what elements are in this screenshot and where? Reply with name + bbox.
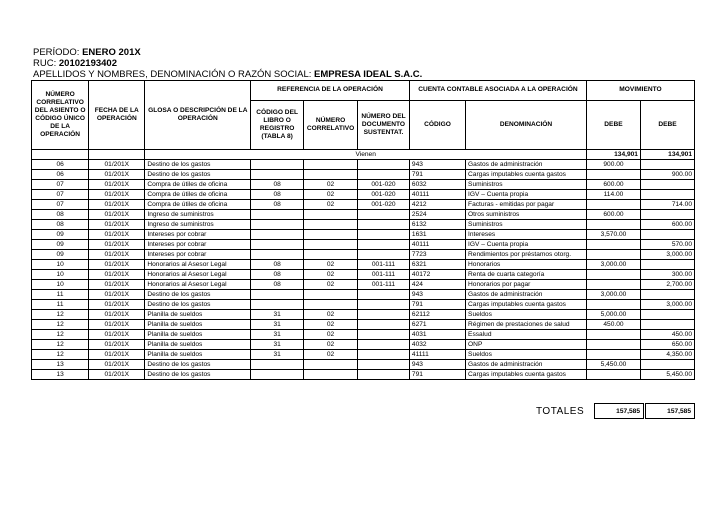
totals-debe: 157,585: [594, 403, 644, 419]
table-row: [32, 180, 695, 190]
cell-glosa: Destino de los gastos: [145, 360, 251, 370]
cell-debe: [586, 220, 640, 230]
header-row-1: [32, 81, 695, 101]
cell-codigo: 40111: [409, 240, 465, 250]
cell-fecha: 01/201X: [89, 270, 145, 280]
cell-codigo: 4032: [409, 340, 465, 350]
cell-codigo-libro: [251, 170, 304, 180]
cell-documento: [358, 310, 410, 320]
cell-debe: 600.00: [586, 180, 640, 190]
cell-debe: 5,450.00: [586, 360, 640, 370]
table-row: [32, 300, 695, 310]
cell-codigo: 4031: [409, 330, 465, 340]
cell-numero: 07: [32, 190, 89, 200]
cell-denominacion: Suministros: [466, 220, 587, 230]
cell-debe: 3,570.00: [586, 230, 640, 240]
cell-glosa: Destino de los gastos: [145, 300, 251, 310]
cell-fecha: 01/201X: [89, 200, 145, 210]
cell-glosa: Planilla de sueldos: [145, 340, 251, 350]
table-row: [32, 290, 695, 300]
col-header-numero: NÚMERO CORRELATIVO DEL ASIENTO O CÓDIGO ÚNICO DE LA OPERACIÓN: [32, 81, 89, 150]
table-row: [32, 310, 695, 320]
cell-codigo-libro: 31: [251, 330, 304, 340]
cell-codigo-libro: 31: [251, 340, 304, 350]
totals-label: TOTALES: [536, 406, 585, 417]
table-row: [32, 360, 695, 370]
cell-codigo: 6032: [409, 180, 465, 190]
cell-fecha: 01/201X: [89, 280, 145, 290]
table-row: [32, 200, 695, 210]
cell-debe: 900.00: [586, 160, 640, 170]
cell-haber: [640, 190, 694, 200]
cell-debe: [586, 270, 640, 280]
cell-codigo: 791: [409, 300, 465, 310]
cell-numero: 07: [32, 200, 89, 210]
cell-correlativo: 02: [304, 320, 358, 330]
cell-haber: 570.00: [640, 240, 694, 250]
cell-correlativo: [304, 370, 358, 380]
cell-haber: [640, 210, 694, 220]
cell-codigo: 2524: [409, 210, 465, 220]
cell-correlativo: [304, 360, 358, 370]
cell-glosa: Planilla de sueldos: [145, 350, 251, 360]
cell-correlativo: 02: [304, 350, 358, 360]
cell-glosa: Honorarios al Asesor Legal: [145, 260, 251, 270]
cell-correlativo: 02: [304, 180, 358, 190]
cell-codigo: 6271: [409, 320, 465, 330]
col-header-haber: DEBE: [640, 100, 694, 150]
cell-fecha: 01/201X: [89, 170, 145, 180]
cell-codigo-libro: 08: [251, 280, 304, 290]
cell-numero: 09: [32, 240, 89, 250]
cell-numero: 06: [32, 160, 89, 170]
table-row: [32, 220, 695, 230]
cell-denominacion: Intereses: [466, 230, 587, 240]
cell-fecha: 01/201X: [89, 260, 145, 270]
col-header-fecha: FECHA DE LA OPERACIÓN: [89, 81, 145, 150]
cell-documento: [358, 220, 410, 230]
cell-documento: 001-020: [358, 200, 410, 210]
razon-social-line: [33, 69, 422, 80]
cell-correlativo: [304, 220, 358, 230]
cell-glosa: Destino de los gastos: [145, 370, 251, 380]
cell-documento: 001-020: [358, 180, 410, 190]
cell-glosa: Destino de los gastos: [145, 160, 251, 170]
cell-fecha: 01/201X: [89, 340, 145, 350]
cell-denominacion: IGV – Cuenta propia: [466, 240, 587, 250]
cell-correlativo: [304, 250, 358, 260]
cell-numero: 07: [32, 180, 89, 190]
cell-denominacion: Rendimientos por préstamos otorg.: [466, 250, 587, 260]
cell-fecha: 01/201X: [89, 220, 145, 230]
cell-glosa: Intereses por cobrar: [145, 240, 251, 250]
vienen-label: Vienen: [145, 150, 587, 160]
cell-glosa: Honorarios al Asesor Legal: [145, 270, 251, 280]
col-header-denominacion: DENOMINACIÓN: [466, 100, 587, 150]
cell-codigo: 943: [409, 360, 465, 370]
table-row: [32, 270, 695, 280]
cell-documento: 001-020: [358, 190, 410, 200]
cell-debe: 5,000.00: [586, 310, 640, 320]
cell-numero: 12: [32, 310, 89, 320]
cell-codigo-libro: 31: [251, 310, 304, 320]
cell-denominacion: Cargas imputables cuenta gastos: [466, 300, 587, 310]
cell-debe: [586, 170, 640, 180]
cell-fecha: 01/201X: [89, 360, 145, 370]
cell-codigo-libro: [251, 210, 304, 220]
cell-debe: 3,000.00: [586, 260, 640, 270]
cell-documento: [358, 290, 410, 300]
cell-denominacion: Gastos de administración: [466, 360, 587, 370]
cell-debe: [586, 330, 640, 340]
cell-numero: 12: [32, 330, 89, 340]
cell-documento: 001-111: [358, 280, 410, 290]
totals-haber: 157,585: [645, 403, 695, 419]
cell-documento: [358, 300, 410, 310]
cell-haber: 650.00: [640, 340, 694, 350]
cell-denominacion: Sueldos: [466, 310, 587, 320]
cell-numero: 09: [32, 230, 89, 240]
cell-documento: [358, 370, 410, 380]
vienen-debe: 134,901: [586, 150, 640, 160]
cell-numero: 10: [32, 260, 89, 270]
cell-codigo-libro: [251, 290, 304, 300]
cell-documento: [358, 230, 410, 240]
cell-numero: 13: [32, 360, 89, 370]
cell-codigo: 943: [409, 290, 465, 300]
cell-codigo-libro: [251, 220, 304, 230]
cell-codigo-libro: [251, 300, 304, 310]
cell-debe: [586, 350, 640, 360]
cell-glosa: Destino de los gastos: [145, 170, 251, 180]
cell-fecha: 01/201X: [89, 210, 145, 220]
cell-glosa: Compra de útiles de oficina: [145, 190, 251, 200]
cell-numero: 08: [32, 210, 89, 220]
cell-haber: [640, 320, 694, 330]
cell-correlativo: [304, 160, 358, 170]
cell-glosa: Planilla de sueldos: [145, 310, 251, 320]
cell-codigo: 40111: [409, 190, 465, 200]
cell-codigo: 6132: [409, 220, 465, 230]
cell-debe: [586, 200, 640, 210]
cell-fecha: 01/201X: [89, 310, 145, 320]
cell-correlativo: 02: [304, 190, 358, 200]
cell-denominacion: IGV – Cuenta propia: [466, 190, 587, 200]
table-row: [32, 250, 695, 260]
col-header-movimiento: MOVIMIENTO: [586, 81, 694, 101]
cell-codigo: 62112: [409, 310, 465, 320]
cell-haber: [640, 290, 694, 300]
cell-codigo-libro: [251, 240, 304, 250]
cell-denominacion: Gastos de administración: [466, 160, 587, 170]
ruc-label: RUC:: [33, 58, 57, 69]
cell-correlativo: 02: [304, 310, 358, 320]
cell-denominacion: Renta de cuarta categoría: [466, 270, 587, 280]
cell-haber: [640, 310, 694, 320]
cell-codigo-libro: 31: [251, 350, 304, 360]
cell-documento: [358, 250, 410, 260]
table-row: [32, 350, 695, 360]
cell-haber: [640, 260, 694, 270]
cell-denominacion: Honorarios: [466, 260, 587, 270]
cell-codigo-libro: [251, 160, 304, 170]
cell-numero: 12: [32, 320, 89, 330]
cell-documento: [358, 350, 410, 360]
cell-documento: [358, 330, 410, 340]
col-header-referencia: REFERENCIA DE LA OPERACIÓN: [251, 81, 410, 101]
table-row: [32, 170, 695, 180]
cell-numero: 13: [32, 370, 89, 380]
cell-denominacion: ONP: [466, 340, 587, 350]
cell-numero: 11: [32, 300, 89, 310]
cell-documento: 001-111: [358, 270, 410, 280]
cell-denominacion: Honorarios por pagar: [466, 280, 587, 290]
cell-codigo-libro: 08: [251, 190, 304, 200]
cell-codigo: 791: [409, 370, 465, 380]
cell-fecha: 01/201X: [89, 320, 145, 330]
cell-glosa: Compra de útiles de oficina: [145, 180, 251, 190]
vienen-haber: 134,901: [640, 150, 694, 160]
cell-haber: 600.00: [640, 220, 694, 230]
cell-correlativo: 02: [304, 260, 358, 270]
cell-correlativo: 02: [304, 280, 358, 290]
cell-denominacion: Sueldos: [466, 350, 587, 360]
cell-haber: 714.00: [640, 200, 694, 210]
table-row: [32, 330, 695, 340]
cell-documento: [358, 210, 410, 220]
cell-glosa: Destino de los gastos: [145, 290, 251, 300]
cell-glosa: Planilla de sueldos: [145, 320, 251, 330]
cell-codigo-libro: [251, 370, 304, 380]
cell-correlativo: [304, 240, 358, 250]
cell-fecha: 01/201X: [89, 240, 145, 250]
cell-fecha: 01/201X: [89, 230, 145, 240]
col-header-debe: DEBE: [586, 100, 640, 150]
cell-correlativo: 02: [304, 270, 358, 280]
cell-codigo: 40172: [409, 270, 465, 280]
cell-fecha: 01/201X: [89, 180, 145, 190]
cell-haber: [640, 230, 694, 240]
cell-glosa: Planilla de sueldos: [145, 330, 251, 340]
table-row: [32, 230, 695, 240]
cell-debe: [586, 250, 640, 260]
cell-codigo: 791: [409, 170, 465, 180]
cell-denominacion: Suministros: [466, 180, 587, 190]
periodo-line: [33, 47, 141, 58]
cell-documento: [358, 170, 410, 180]
cell-haber: [640, 160, 694, 170]
cell-fecha: 01/201X: [89, 330, 145, 340]
table-row: [32, 280, 695, 290]
table-row: [32, 320, 695, 330]
cell-numero: 12: [32, 340, 89, 350]
cell-codigo-libro: [251, 230, 304, 240]
cell-documento: [358, 160, 410, 170]
cell-denominacion: Cargas imputables cuenta gastos: [466, 170, 587, 180]
cell-numero: 06: [32, 170, 89, 180]
cell-documento: [358, 360, 410, 370]
cell-codigo: 1631: [409, 230, 465, 240]
cell-haber: 3,000.00: [640, 300, 694, 310]
cell-debe: [586, 340, 640, 350]
cell-numero: 08: [32, 220, 89, 230]
cell-glosa: Ingreso de suministros: [145, 210, 251, 220]
cell-documento: [358, 240, 410, 250]
cell-fecha: 01/201X: [89, 370, 145, 380]
cell-documento: [358, 340, 410, 350]
cell-codigo: 7723: [409, 250, 465, 260]
table-row: [32, 190, 695, 200]
cell-haber: [640, 180, 694, 190]
libro-diario-table: [31, 80, 695, 380]
cell-fecha: 01/201X: [89, 190, 145, 200]
cell-glosa: Intereses por cobrar: [145, 230, 251, 240]
cell-haber: 450.00: [640, 330, 694, 340]
cell-denominacion: Régimen de prestaciones de salud: [466, 320, 587, 330]
cell-codigo-libro: 08: [251, 270, 304, 280]
cell-debe: [586, 240, 640, 250]
cell-denominacion: Gastos de administración: [466, 290, 587, 300]
cell-numero: 09: [32, 250, 89, 260]
cell-haber: 900.00: [640, 170, 694, 180]
periodo-label: PERÍODO:: [33, 47, 80, 58]
cell-codigo: 41111: [409, 350, 465, 360]
table-row: [32, 340, 695, 350]
col-header-codigo-libro: CÓDIGO DEL LIBRO O REGISTRO (TABLA 8): [251, 100, 304, 150]
cell-numero: 11: [32, 290, 89, 300]
cell-codigo-libro: 08: [251, 200, 304, 210]
cell-debe: 3,000.00: [586, 290, 640, 300]
cell-fecha: 01/201X: [89, 350, 145, 360]
cell-fecha: 01/201X: [89, 290, 145, 300]
vienen-row: [32, 150, 695, 160]
cell-documento: 001-111: [358, 260, 410, 270]
cell-correlativo: [304, 290, 358, 300]
cell-codigo: 424: [409, 280, 465, 290]
cell-correlativo: 02: [304, 340, 358, 350]
cell-correlativo: [304, 230, 358, 240]
table-row: [32, 370, 695, 380]
col-header-numero-correlativo: NÚMERO CORRELATIVO: [304, 100, 358, 150]
cell-haber: 3,000.00: [640, 250, 694, 260]
cell-glosa: Compra de útiles de oficina: [145, 200, 251, 210]
cell-numero: 10: [32, 270, 89, 280]
cell-documento: [358, 320, 410, 330]
col-header-cuenta-contable: CUENTA CONTABLE ASOCIADA A LA OPERACIÓN: [409, 81, 586, 101]
totals-row: [31, 403, 695, 421]
cell-debe: [586, 280, 640, 290]
cell-fecha: 01/201X: [89, 300, 145, 310]
col-header-numero-documento: NÚMERO DEL DOCUMENTO SUSTENTAT.: [358, 100, 410, 150]
cell-correlativo: [304, 300, 358, 310]
periodo-value: ENERO 201X: [82, 47, 141, 58]
razon-social-value: EMPRESA IDEAL S.A.C.: [314, 69, 423, 80]
cell-numero: 10: [32, 280, 89, 290]
cell-debe: [586, 300, 640, 310]
cell-correlativo: [304, 210, 358, 220]
table-row: [32, 160, 695, 170]
cell-correlativo: 02: [304, 200, 358, 210]
cell-debe: 114.00: [586, 190, 640, 200]
cell-codigo-libro: [251, 250, 304, 260]
cell-correlativo: [304, 170, 358, 180]
razon-social-label: APELLIDOS Y NOMBRES, DENOMINACIÓN O RAZÓN SOCIAL:: [33, 69, 312, 80]
cell-codigo: 4212: [409, 200, 465, 210]
cell-debe: 600.00: [586, 210, 640, 220]
cell-haber: 300.00: [640, 270, 694, 280]
cell-glosa: Honorarios al Asesor Legal: [145, 280, 251, 290]
cell-fecha: 01/201X: [89, 250, 145, 260]
cell-debe: 450.00: [586, 320, 640, 330]
cell-codigo-libro: 31: [251, 320, 304, 330]
cell-codigo-libro: [251, 360, 304, 370]
cell-haber: [640, 360, 694, 370]
cell-codigo: 943: [409, 160, 465, 170]
cell-codigo: 6321: [409, 260, 465, 270]
cell-codigo-libro: 08: [251, 260, 304, 270]
cell-correlativo: 02: [304, 330, 358, 340]
col-header-glosa: GLOSA O DESCRIPCIÓN DE LA OPERACIÓN: [145, 81, 251, 150]
ruc-value: 20102193402: [58, 58, 117, 69]
cell-denominacion: Otros suministros: [466, 210, 587, 220]
cell-haber: 4,350.00: [640, 350, 694, 360]
ruc-line: [33, 58, 117, 69]
cell-debe: [586, 370, 640, 380]
cell-glosa: Ingreso de suministros: [145, 220, 251, 230]
cell-glosa: Intereses por cobrar: [145, 250, 251, 260]
col-header-codigo: CÓDIGO: [409, 100, 465, 150]
cell-denominacion: Cargas imputables cuenta gastos: [466, 370, 587, 380]
table-row: [32, 240, 695, 250]
cell-haber: 2,700.00: [640, 280, 694, 290]
cell-denominacion: Essalud: [466, 330, 587, 340]
cell-haber: 5,450.00: [640, 370, 694, 380]
cell-fecha: 01/201X: [89, 160, 145, 170]
cell-codigo-libro: 08: [251, 180, 304, 190]
table-row: [32, 210, 695, 220]
table-row: [32, 260, 695, 270]
cell-denominacion: Facturas - emitidas por pagar: [466, 200, 587, 210]
cell-numero: 12: [32, 350, 89, 360]
